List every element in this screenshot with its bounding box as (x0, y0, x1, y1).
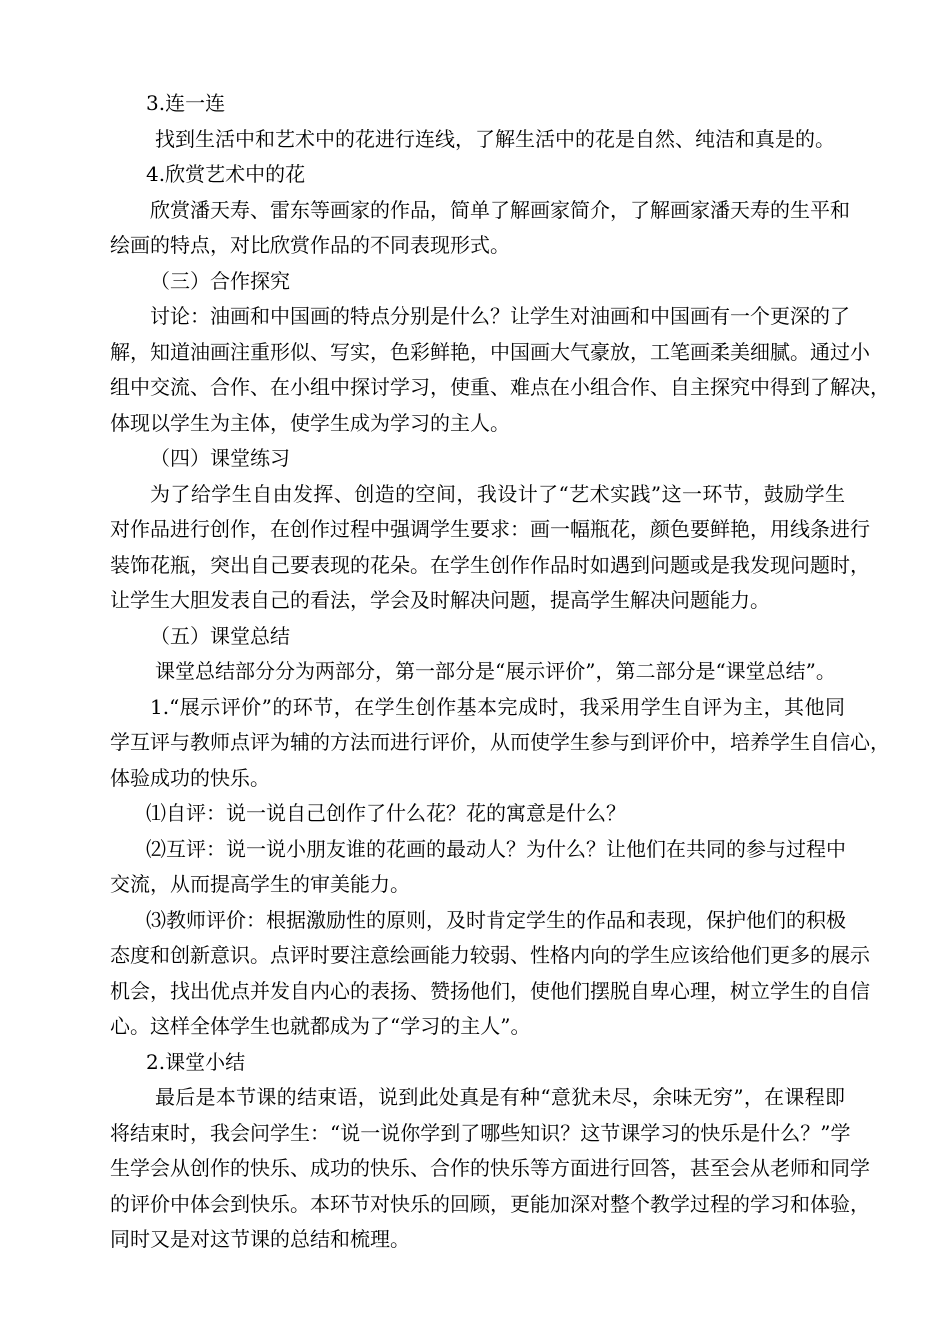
paragraph-line: 心。这样全体学生也就都成为了“学习的主人”。 (110, 1014, 531, 1038)
paragraph-line: 的评价中体会到快乐。本环节对快乐的回顾，更能加深对整个教学过程的学习和体验， (110, 1191, 870, 1216)
paragraph-line: 同时又是对这节课的总结和梳理。 (110, 1227, 410, 1251)
document-body (110, 86, 890, 1258)
section-heading-practice: （四）课堂练习 (150, 446, 290, 470)
paragraph-line: 装饰花瓶，突出自己要表现的花朵。在学生创作作品时如遇到问题或是我发现问题时， (110, 552, 870, 577)
paragraph-line: 生学会从创作的快乐、成功的快乐、合作的快乐等方面进行回答，甚至会从老师和同学 (110, 1156, 870, 1180)
paragraph-line: 绘画的特点，对比欣赏作品的不同表现形式。 (110, 233, 510, 257)
paragraph-line: 体现以学生为主体，使学生成为学习的主人。 (110, 410, 510, 435)
paragraph-line: 解，知道油画注重形似、写实，色彩鲜艳，中国画大气豪放，工笔画柔美细腻。通过小 (110, 339, 870, 364)
list-item-self-evaluation: ⑴自评：说一说自己创作了什么花？花的寓意是什么？ (146, 801, 626, 825)
paragraph-line: 将结束时，我会问学生：“说一说你学到了哪些知识？这节课学习的快乐是什么？”学 (110, 1120, 851, 1145)
paragraph-line: 对作品进行创作，在创作过程中强调学生要求：画一幅瓶花，颜色要鲜艳，用线条进行 (110, 517, 870, 541)
paragraph-line: 组中交流、合作、在小组中探讨学习，使重、难点在小组合作、自主探究中得到了解决， (110, 375, 890, 399)
paragraph-line: 机会，找出优点并发自内心的表扬、赞扬他们，使他们摆脱自卑心理，树立学生的自信 (110, 978, 870, 1003)
paragraph-line: 学互评与教师点评为辅的方法而进行评价，从而使学生参与到评价中，培养学生自信心， (110, 730, 890, 754)
subheading-class-summary: 2.课堂小结 (146, 1049, 246, 1074)
paragraph-line: 找到生活中和艺术中的花进行连线，了解生活中的花是自然、纯洁和真是的。 (155, 126, 835, 151)
subheading-appreciate: 4.欣赏艺术中的花 (146, 162, 306, 186)
section-heading-summary: （五）课堂总结 (150, 623, 290, 648)
paragraph-line: 交流，从而提高学生的审美能力。 (110, 872, 410, 896)
paragraph-line: 让学生大胆发表自己的看法，学会及时解决问题，提高学生解决问题能力。 (110, 588, 770, 612)
subheading-connect: 3.连一连 (146, 91, 226, 115)
paragraph-line: 1.“展示评价”的环节，在学生创作基本完成时，我采用学生自评为主，其他同 (150, 694, 845, 719)
paragraph-line: 欣赏潘天寿、雷东等画家的作品，简单了解画家简介，了解画家潘天寿的生平和 (150, 197, 850, 222)
section-heading-cooperation: （三）合作探究 (150, 268, 290, 293)
paragraph-line: 最后是本节课的结束语，说到此处真是有种“意犹未尽，余味无穷”，在课程即 (155, 1085, 845, 1109)
paragraph-line: 为了给学生自由发挥、创造的空间，我设计了“艺术实践”这一环节，鼓励学生 (150, 481, 845, 506)
list-item-peer-evaluation: ⑵互评：说一说小朋友谁的花画的最动人？为什么？让他们在共同的参与过程中 (146, 836, 846, 861)
paragraph-line: 态度和创新意识。点评时要注意绘画能力较弱、性格内向的学生应该给他们更多的展示 (110, 943, 870, 967)
paragraph-line: 体验成功的快乐。 (110, 765, 270, 790)
paragraph-line: 课堂总结部分分为两部分，第一部分是“展示评价”，第二部分是“课堂总结”。 (155, 659, 836, 683)
paragraph-line: 讨论：油画和中国画的特点分别是什么？让学生对油画和中国画有一个更深的了 (150, 304, 850, 328)
list-item-teacher-evaluation: ⑶教师评价：根据激励性的原则，及时肯定学生的作品和表现，保护他们的积极 (146, 907, 846, 932)
